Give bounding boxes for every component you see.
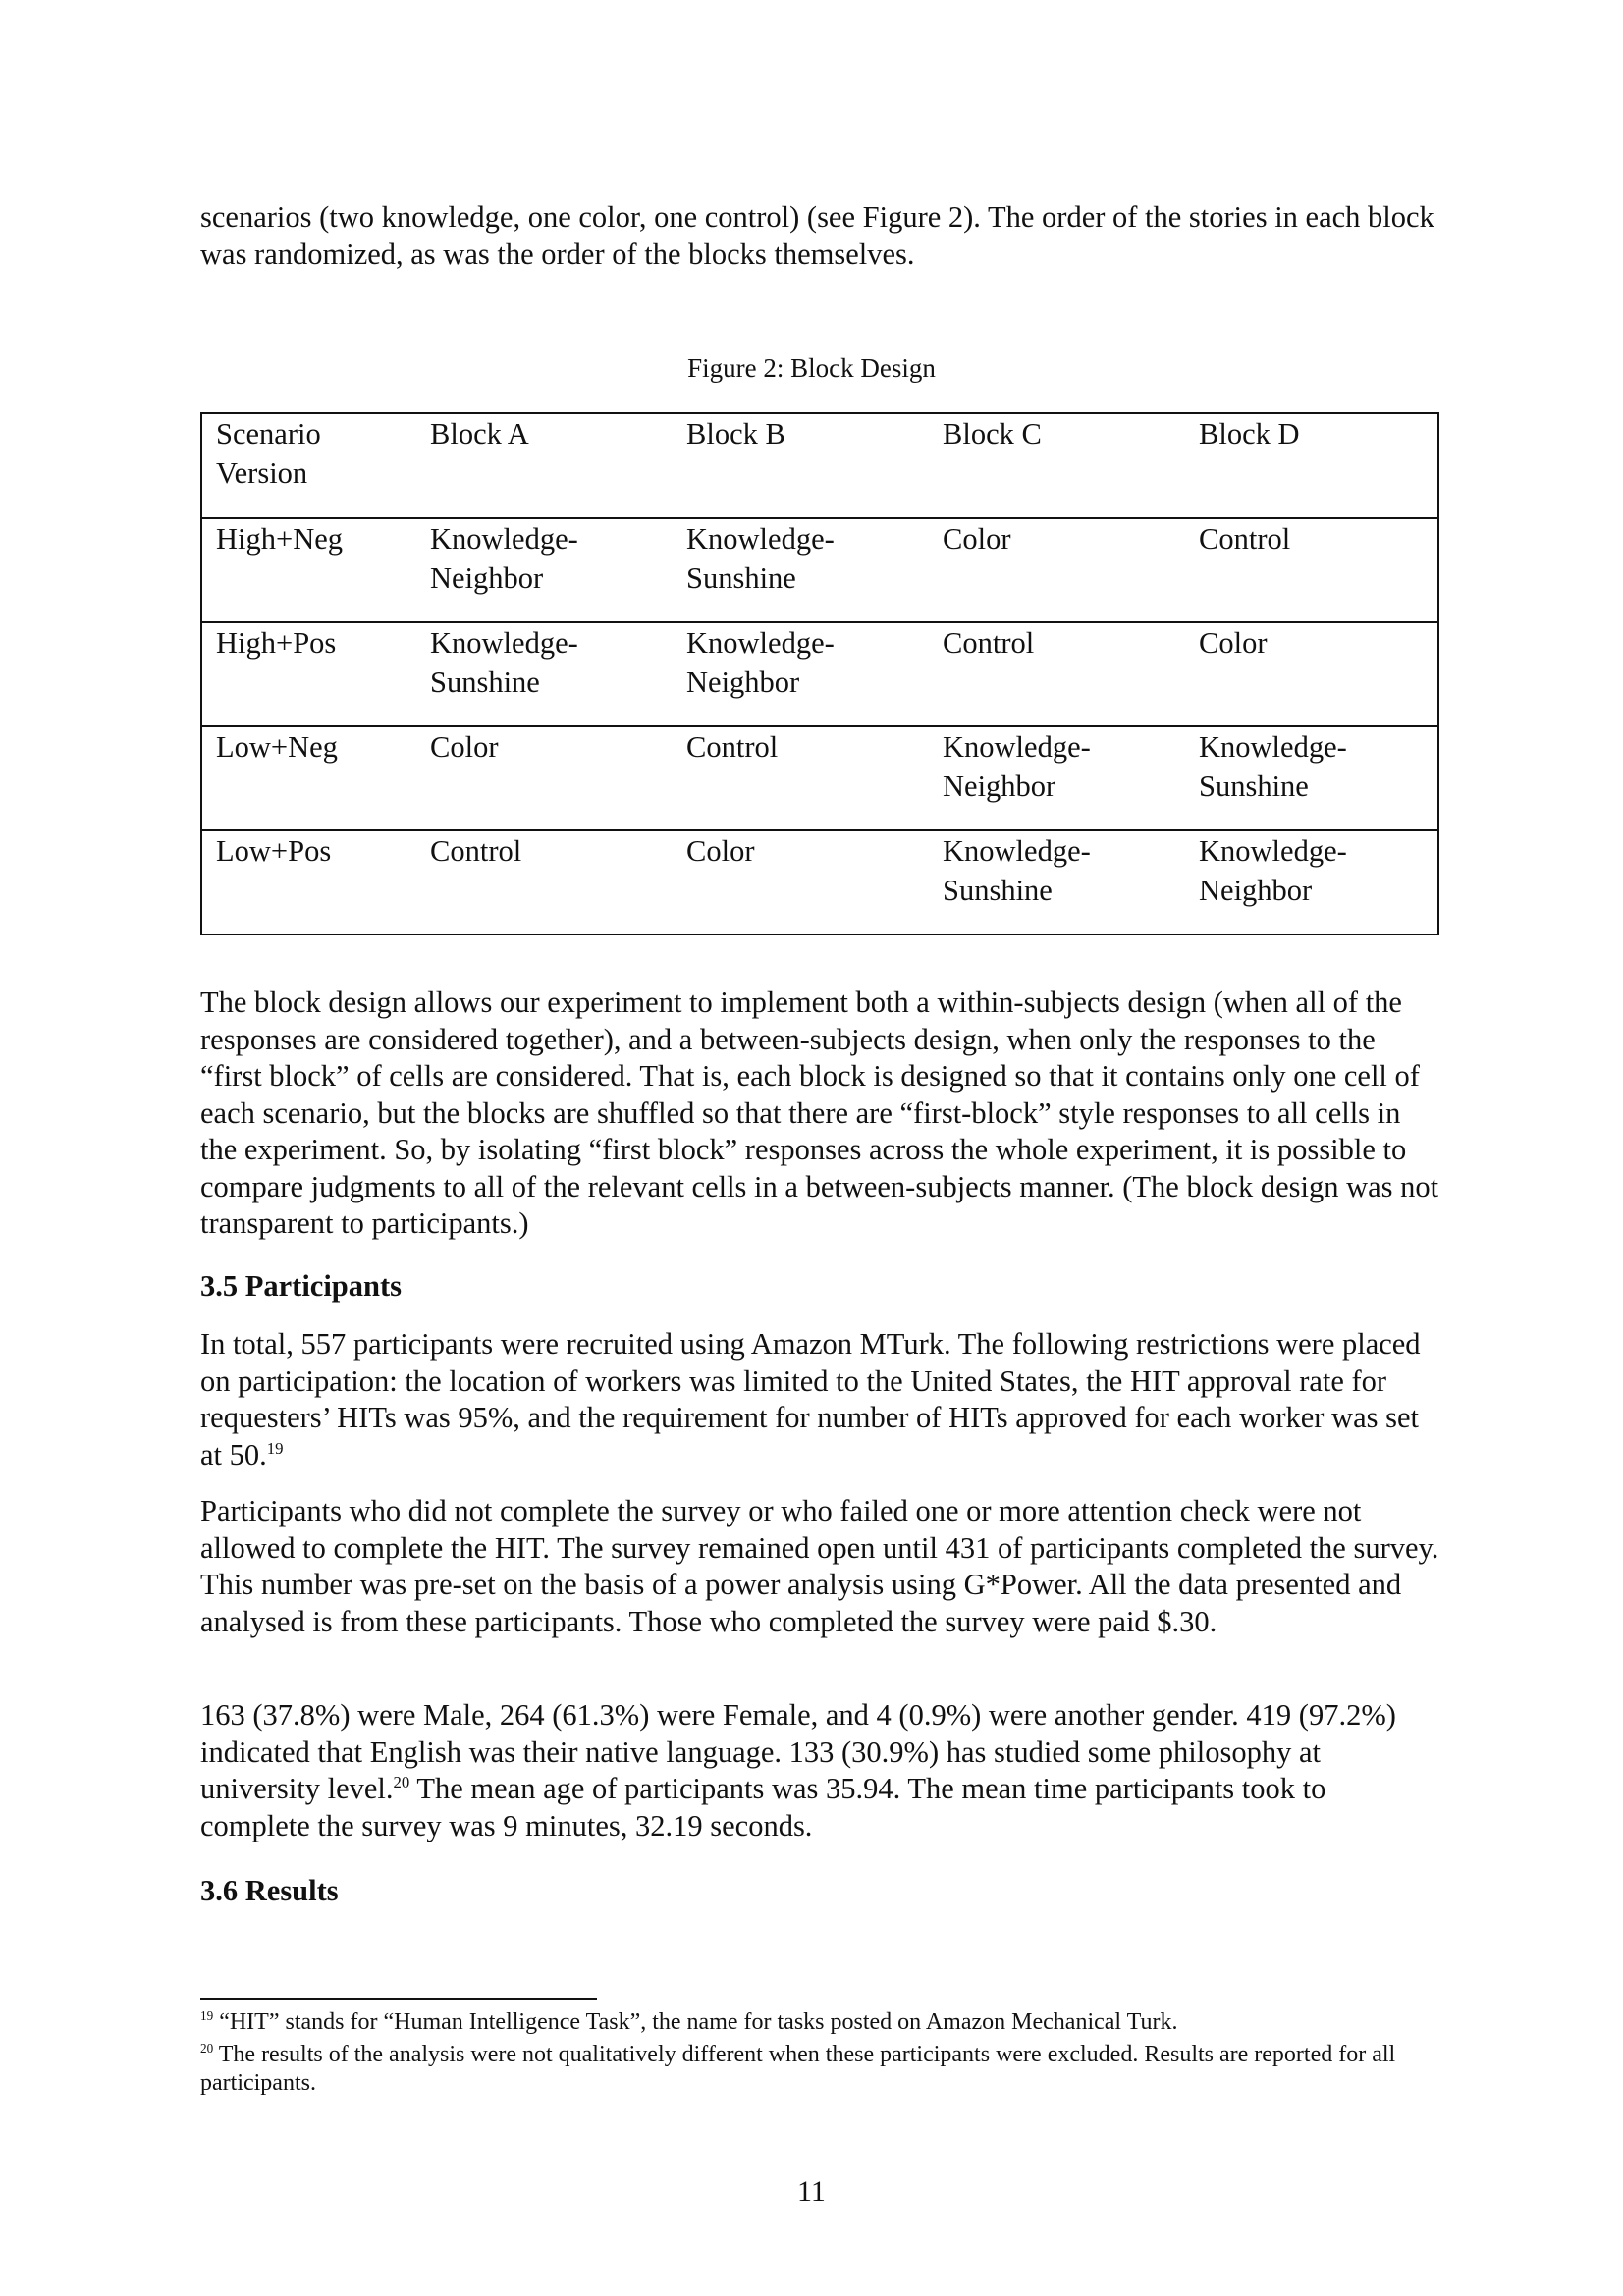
table-cell: Knowledge-Neighbor <box>1185 830 1438 934</box>
footnotes <box>200 2008 1439 2102</box>
table-cell: Control <box>416 830 673 934</box>
table-cell: Knowledge-Neighbor <box>416 518 673 622</box>
table-header-cell: Block B <box>673 413 929 518</box>
table-cell: Color <box>1185 622 1438 726</box>
table-cell: Knowledge-Sunshine <box>929 830 1185 934</box>
footnote-text: “HIT” stands for “Human Intelligence Task”, the name for tasks posted on Amazon Mechanical Turk. <box>213 2009 1178 2035</box>
block-design-table <box>200 412 1439 935</box>
participants-text-3 <box>200 1697 1439 1844</box>
footnote-number: 20 <box>200 2041 214 2056</box>
footnote-text: The results of the analysis were not qualitatively different when these participants were excluded. Results are reported for all participants. <box>200 2042 1396 2096</box>
block-design-paragraph <box>200 985 1439 1243</box>
participants-paragraph-2 <box>200 1493 1439 1640</box>
table-cell: Color <box>929 518 1185 622</box>
footnote-number: 19 <box>200 2008 214 2023</box>
block-design-text: The block design allows our experiment to implement both a within-subjects design (when all of the responses are considered together), and a between-subjects design, when only the responses to the “first block” of cells are considered. That is, each block is designed so that it contains only one cell of each scenario, but the blocks are shuffled so that there are “first-block” style responses to all cells in the experiment. So, by isolating “first block” responses across the whole experiment, it is possible to compare judgments to all of the relevant cells in a between-subjects manner. (The block design was not transparent to participants.) <box>200 986 1439 1240</box>
footnote-ref-19[interactable]: 19 <box>266 1438 284 1458</box>
footnote-19 <box>200 2008 1439 2037</box>
participants-text-1 <box>200 1326 1439 1473</box>
section-heading-participants: 3.5 Participants <box>200 1269 403 1303</box>
table-cell: Knowledge-Neighbor <box>929 726 1185 830</box>
table-cell: Control <box>1185 518 1438 622</box>
footnote-ref-20[interactable]: 20 <box>393 1772 410 1791</box>
intro-paragraph <box>200 199 1439 273</box>
table-header-cell: Block A <box>416 413 673 518</box>
table-cell: Control <box>673 726 929 830</box>
table-cell: Control <box>929 622 1185 726</box>
table-cell: High+Neg <box>201 518 416 622</box>
table-row <box>201 622 1438 726</box>
participants-text-3-part-a: 163 (37.8%) were Male, 264 (61.3%) were Female, and 4 (0.9%) were another gender. 419 (97.2%) indicated that English was their native language. 133 (30.9%) has studied some philosophy at university level. <box>200 1698 1396 1805</box>
table-cell: Knowledge-Neighbor <box>673 622 929 726</box>
participants-text-3-part-b: The mean age of participants was 35.94. The mean time participants took to complete the survey was 9 minutes, 32.19 seconds. <box>200 1772 1326 1842</box>
table-row <box>201 518 1438 622</box>
table-cell: Knowledge-Sunshine <box>673 518 929 622</box>
table-row <box>201 830 1438 934</box>
participants-text-1-body: In total, 557 participants were recruited using Amazon MTurk. The following restrictions were placed on participation: the location of workers was limited to the United States, the HIT approval rate for requesters’ HITs was 95%, and the requirement for number of HITs approved for each worker was set at 50. <box>200 1327 1421 1471</box>
page-number: 11 <box>797 2175 826 2208</box>
table-header-cell: Block C <box>929 413 1185 518</box>
participants-paragraph-1 <box>200 1326 1439 1473</box>
table-cell: Low+Pos <box>201 830 416 934</box>
table-header-cell: Block D <box>1185 413 1438 518</box>
table-cell: Knowledge-Sunshine <box>416 622 673 726</box>
intro-text: scenarios (two knowledge, one color, one control) (see Figure 2). The order of the stories in each block was randomized, as was the order of the blocks themselves. <box>200 200 1434 271</box>
table-row <box>201 726 1438 830</box>
figure-caption: Figure 2: Block Design <box>687 353 936 383</box>
participants-text-2: Participants who did not complete the survey or who failed one or more attention check were not allowed to complete the HIT. The survey remained open until 431 of participants completed the survey. This number was pre-set on the basis of a power analysis using G*Power. All the data presented and analysed is from these participants. Those who completed the survey were paid $.30. <box>200 1494 1439 1638</box>
table-cell: High+Pos <box>201 622 416 726</box>
table-cell: Low+Neg <box>201 726 416 830</box>
table-cell: Color <box>673 830 929 934</box>
table-header-cell: Scenario Version <box>201 413 416 518</box>
footnote-divider <box>200 1998 597 2000</box>
table-cell: Color <box>416 726 673 830</box>
participants-paragraph-3 <box>200 1697 1439 1844</box>
footnote-20 <box>200 2041 1439 2098</box>
section-heading-results: 3.6 Results <box>200 1874 339 1907</box>
table-cell: Knowledge-Sunshine <box>1185 726 1438 830</box>
table-header-row <box>201 413 1438 518</box>
